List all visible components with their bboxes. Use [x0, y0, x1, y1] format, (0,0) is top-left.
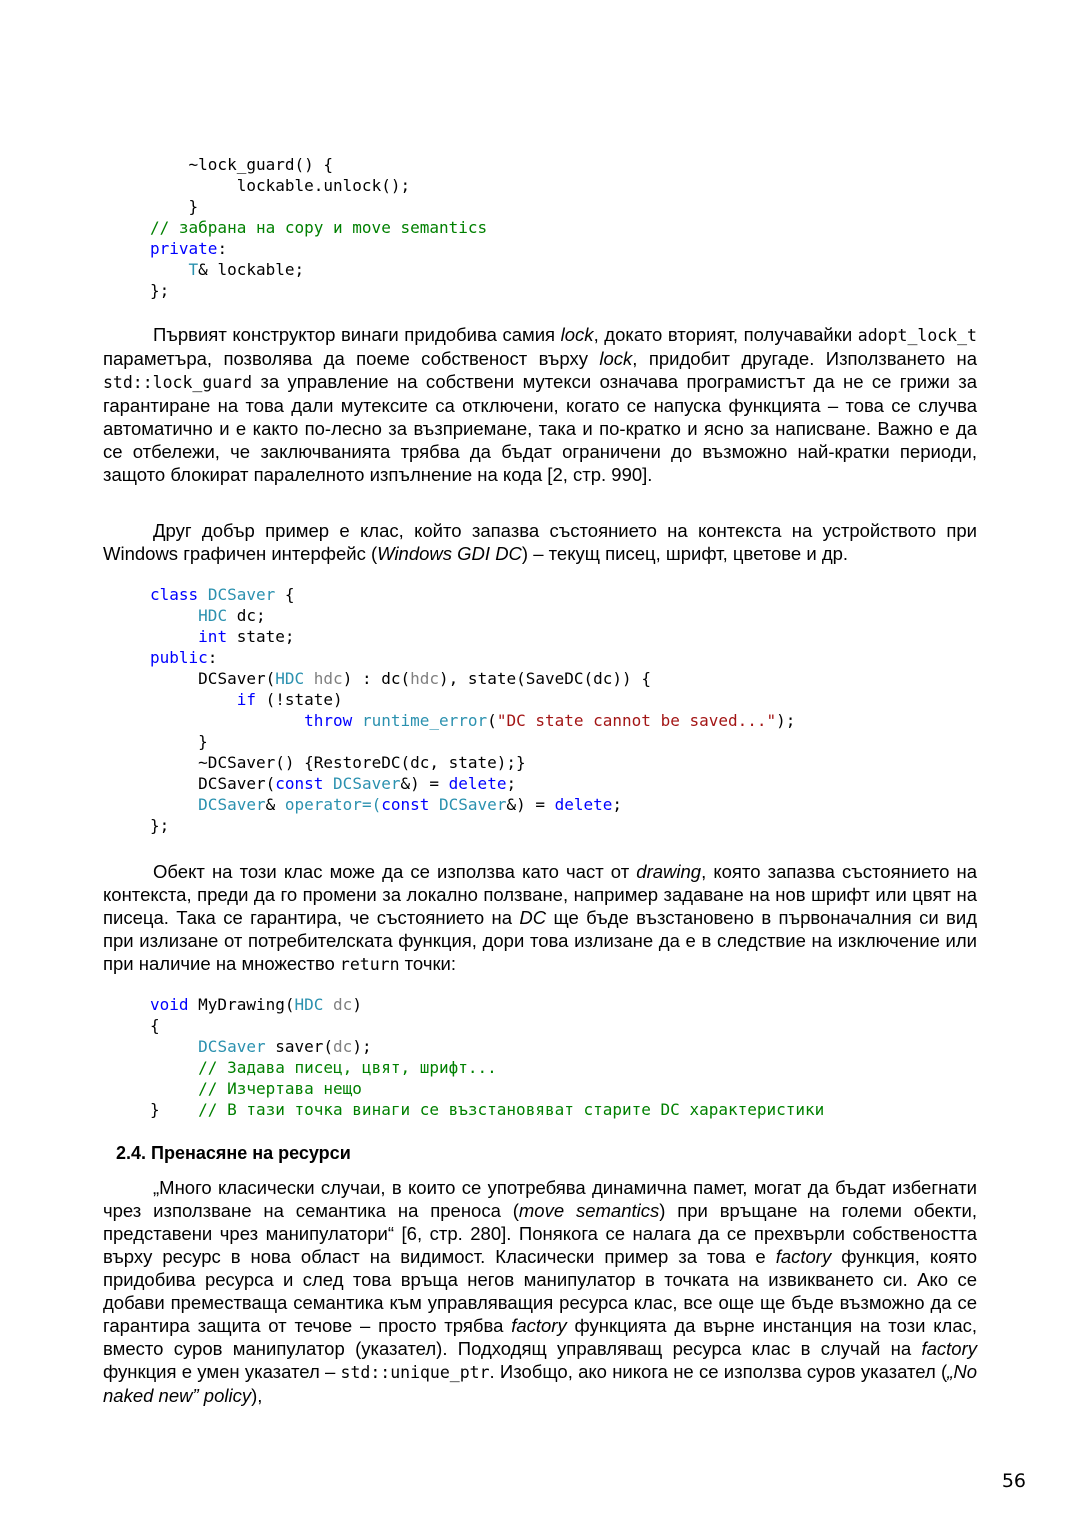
code-line: DCSaver& operator=(const DCSaver&) = delete; — [198, 795, 623, 814]
code-line: } // В тази точка винаги се възстановяват старите DC характеристики — [150, 1100, 825, 1119]
code-line: class DCSaver { — [150, 585, 295, 604]
code-line: // Задава писец, цвят, шрифт... — [198, 1058, 497, 1077]
code-line: DCSaver saver(dc); — [198, 1037, 372, 1056]
code-line: DCSaver(HDC hdc) : dc(hdc), state(SaveDC(dc)) { — [198, 669, 651, 688]
code-line: { — [150, 1016, 160, 1035]
paragraph-dcsaver-intro: Друг добър пример е клас, който запазва състоянието на контекста на устройството при Windows графичен интерфейс (Windows GDI DC) – текущ писец, шрифт, цветове и др. — [103, 520, 977, 564]
code-line: public: — [150, 648, 218, 667]
code-line: // Изчертава нещо — [198, 1079, 362, 1098]
code-block-mydrawing — [150, 994, 824, 1120]
code-line: }; — [150, 816, 170, 835]
code-line: private: — [150, 239, 228, 258]
code-line: } — [198, 732, 208, 751]
code-line: ~lock_guard() { — [188, 155, 334, 174]
code-block-lock-guard — [150, 154, 487, 301]
section-heading: 2.4. Пренасяне на ресурси — [116, 1143, 351, 1163]
code-line — [150, 217, 487, 238]
paragraph-lock-guard: Първият конструктор винаги придобива самия lock, докато вторият, получавайки adopt_lock_t параметъра, позволява да поеме собственост върху lock, придобит другаде. Използването на std::lock_guard за управление на собствени мутекси означава програмистът да не се грижи за гарантиране на това дали мутексите са отключени, когато се напуска функцията – това се случва автоматично и е както по-лесно за възприемане, така и по-кратко и ясно за написване. Важно е да се отбележи, че заключванията трябва да бъдат ограничени до възможно най-кратки периоди, защото блокират паралелното изпълнение на кода [2, стр. 990]. — [103, 324, 978, 485]
code-line: } — [188, 197, 199, 216]
paragraph-dcsaver-usage: Обект на този клас може да се използва като част от drawing, която запазва състоянието на контекста, преди да го промени за локално ползване, например задаване на нов шрифт или цвят на писеца. Така се гарантира, че състоянието на DC ще бъде възстановено в първоначалния си вид при излизане от потребителската функция, дори това излизане да е в следствие на изключение или при наличие на множество return точки: — [103, 861, 977, 974]
code-line: HDC dc; — [198, 606, 266, 625]
code-block-dcsaver — [150, 584, 795, 836]
code-line: DCSaver(const DCSaver&) = delete; — [198, 774, 517, 793]
code-type: T — [188, 260, 199, 279]
code-line: void MyDrawing(HDC dc) — [150, 995, 362, 1014]
code-line: throw runtime_error("DC state cannot be saved..."); — [304, 711, 796, 730]
code-line: if (!state) — [236, 690, 343, 709]
code-line: ~DCSaver() {RestoreDC(dc, state);} — [198, 753, 526, 772]
code-comment: // забрана на copy и move semantics — [150, 218, 488, 237]
code-keyword: private — [150, 239, 218, 258]
code-line: }; — [150, 281, 170, 300]
code-line: lockable.unlock(); — [236, 176, 411, 195]
code-line: int state; — [198, 627, 295, 646]
code-line: T& lockable; — [188, 260, 305, 279]
paragraph-move-semantics: „Много класически случаи, в които се употребява динамична памет, могат да бъдат избегнати чрез използване на семантика на преноса (move semantics) при връщане на големи обекти, представени чрез манипулатори“ [6, стр. 280]. Понякога се налага да се прехвърли собствеността върху ресурс в нова област на видимост. Класически пример за това е factory функция, която придобива ресурса и след това връща негов манипулатор в точката на извикването си. Ако се добави преместваща семантика към управляващия ресурса клас, все още ще бъде възможно да се гарантира защита от течове – просто трябва factory функцията да върне инстанция на този клас, вместо суров манипулатор (указател). Подходящ управляващ ресурса клас в случай на factory функция е умен указател – std::unique_ptr. Изобщо, ако никога не се използва суров указател („No naked new” policy), — [103, 1177, 978, 1406]
page-number: 56 — [1001, 1470, 1026, 1492]
